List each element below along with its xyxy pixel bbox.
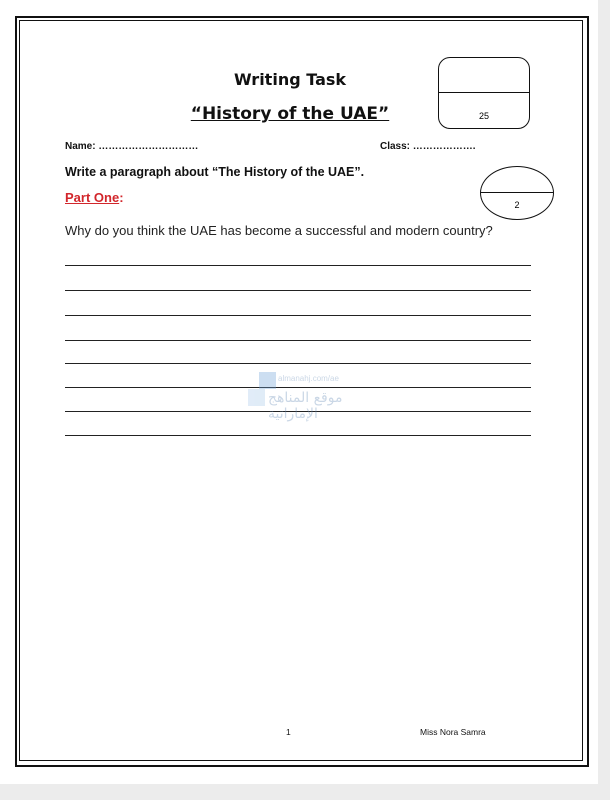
part-label: Part One [65,190,120,205]
watermark-arabic: موقع المناهج الإماراتية [268,390,343,422]
score-oval-divider [481,192,553,193]
part-suffix: : [119,190,124,205]
author-name: Miss Nora Samra [420,727,486,737]
question-text: Why do you think the UAE has become a successful and modern country? [65,223,493,238]
watermark-square [248,389,265,406]
answer-line [65,340,531,341]
score-oval-total: 2 [514,200,520,210]
page-title: Writing Task [233,70,347,89]
score-box [438,57,530,129]
answer-line [65,363,531,364]
name-field: Name: ………………………… [65,141,199,152]
score-oval [480,166,554,220]
page-subtitle: “History of the UAE” [190,104,390,124]
watermark-square [259,372,276,389]
answer-line [65,290,531,291]
instruction-text: Write a paragraph about “The History of the UAE”. [65,165,365,179]
watermark-url: almanahj.com/ae [278,374,339,383]
watermark-logo [248,372,368,432]
part-heading [65,190,124,205]
class-field: Class: ………………. [380,141,476,152]
answer-line [65,265,531,266]
score-box-divider [439,92,529,93]
page-number: 1 [286,727,291,737]
answer-line [65,315,531,316]
score-box-total: 25 [478,111,489,121]
answer-line [65,435,531,436]
